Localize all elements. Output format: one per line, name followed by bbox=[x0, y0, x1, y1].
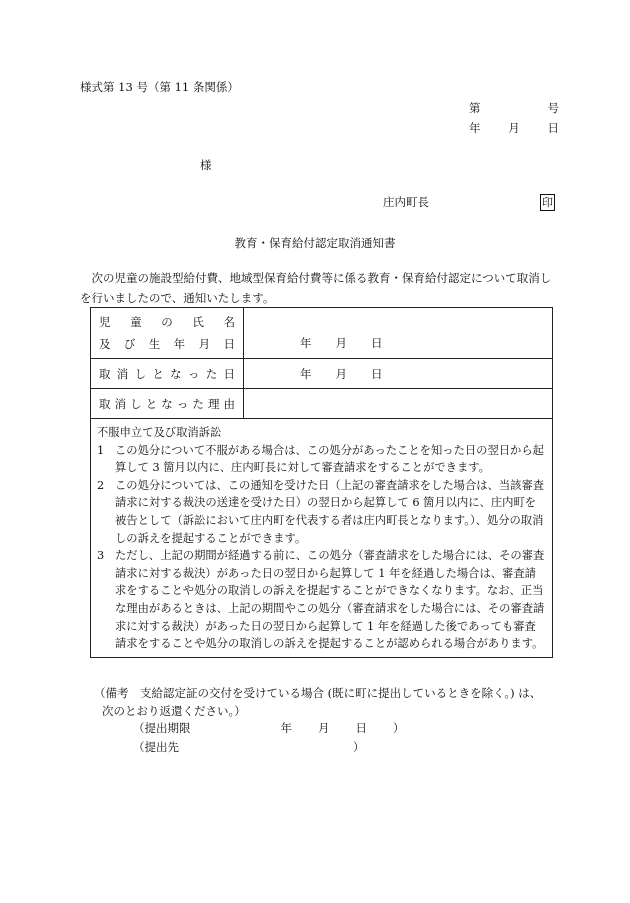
date-part: 月 bbox=[335, 336, 347, 350]
label-char: 氏 bbox=[192, 315, 204, 329]
date-part: 年 bbox=[300, 336, 312, 350]
label-line-cancel-date bbox=[99, 366, 235, 382]
label-char: 日 bbox=[223, 337, 235, 351]
destination-close: ） bbox=[353, 740, 365, 754]
label-char: 消 bbox=[116, 366, 129, 381]
table-row-child bbox=[91, 308, 553, 359]
deadline-date-parts bbox=[281, 721, 394, 735]
label-char: 名 bbox=[223, 315, 235, 329]
label-char: 及 bbox=[99, 337, 111, 351]
date-part: 日 bbox=[355, 721, 367, 735]
deadline-line bbox=[133, 721, 405, 736]
label-char: っ bbox=[176, 396, 189, 411]
remarks-line-2: 次のとおり返還ください。） bbox=[102, 704, 246, 718]
label-char: 童 bbox=[130, 315, 142, 329]
date-part: 月 bbox=[318, 721, 330, 735]
date-part: 年 bbox=[280, 721, 292, 735]
objection-item-text: この処分については、この通知を受けた日（上記の審査請求をした場合は、当該審査請求に対する裁決の送達を受けた日）の翌日から起算して 6 箇月以内に、庄内町を被告として（訴訟において庄内町を代表する者は庄内町長となります。）、処分の取消しの訴えを提起することができます。 bbox=[115, 478, 545, 545]
objection-title: 不服申立て及び取消訴訟 bbox=[97, 426, 222, 439]
label-char: 生 bbox=[148, 337, 161, 351]
label-line-cancel-reason bbox=[99, 396, 235, 412]
label-char: 理 bbox=[207, 396, 220, 411]
child-info-cell bbox=[244, 308, 553, 359]
label-char: 月 bbox=[198, 337, 211, 351]
issuer-name: 庄内町長 bbox=[383, 195, 429, 209]
objection-item bbox=[97, 547, 546, 653]
destination-line bbox=[133, 740, 365, 755]
destination-label: （提出先 bbox=[133, 740, 179, 754]
cancellation-table bbox=[90, 307, 553, 658]
objection-item bbox=[97, 477, 546, 547]
label-char: の bbox=[161, 315, 173, 329]
label-char: た bbox=[205, 366, 218, 381]
form-number: 様式第 13 号（第 11 条関係） bbox=[80, 80, 239, 94]
date-part: 日 bbox=[371, 336, 383, 350]
label-char: し bbox=[134, 366, 147, 381]
label-char: 由 bbox=[223, 396, 235, 411]
objection-section bbox=[91, 419, 553, 658]
doc-no-prefix: 第 bbox=[469, 101, 481, 115]
table-row-objection bbox=[91, 419, 553, 658]
label-char: 取 bbox=[99, 366, 111, 381]
deadline-close: ） bbox=[393, 721, 405, 735]
remarks bbox=[94, 684, 564, 720]
doc-date-month: 月 bbox=[508, 121, 520, 135]
remarks-line-1: （備考 支給認定証の交付を受けている場合 (既に町に提出しているときを除く。) は、 bbox=[94, 686, 542, 700]
objection-item-number: 2 bbox=[97, 478, 105, 492]
cancel-reason-cell bbox=[244, 389, 553, 419]
doc-date-day: 日 bbox=[547, 121, 559, 135]
table-row-cancel-reason bbox=[91, 389, 553, 419]
label-char: 取 bbox=[99, 396, 111, 411]
deadline-label: （提出期限 bbox=[133, 721, 191, 735]
label-cancel-reason bbox=[91, 389, 244, 419]
label-char: っ bbox=[187, 366, 200, 381]
objection-item-text: この処分について不服がある場合は、この処分があったことを知った日の翌日から起算して 3 箇月以内に、庄内町長に対して審査請求をすることができます。 bbox=[115, 443, 544, 475]
cancel-date-parts bbox=[300, 366, 407, 382]
table-row-cancel-date bbox=[91, 359, 553, 389]
label-line-birthdate bbox=[99, 333, 235, 355]
birthdate-parts bbox=[300, 335, 407, 351]
label-char: び bbox=[123, 337, 136, 351]
document-number bbox=[469, 101, 559, 116]
document-date bbox=[469, 121, 559, 136]
document-title: 教育・保育給付認定取消通知書 bbox=[234, 236, 396, 250]
intro-text: 次の児童の施設型給付費、地域型保育給付費等に係る教育・保育給付認定について取消しを行いましたので、通知いたします。 bbox=[80, 271, 552, 305]
addressee: 様 bbox=[200, 158, 212, 172]
date-part: 日 bbox=[371, 367, 383, 381]
label-char: と bbox=[152, 366, 164, 381]
label-char: 児 bbox=[99, 315, 111, 329]
label-char: し bbox=[130, 396, 142, 411]
label-child-name-birthdate bbox=[91, 308, 244, 359]
objection-item-text: ただし、上記の期間が経過する前に、この処分（審査請求をした場合には、その審査請求に対する裁決）があった日の翌日から起算して 1 年を経過した場合は、審査請求をすることや処分の取消しの訴えを提起することができなくなります。なお、正当な理由があるときは、上記の期間やこの処分（審査請求をした場合には、その審査請求に対する裁決）があった日の翌日から起算して 1 年を経過した後であっても審査請求をすることや処分の取消しの訴えを提起することが認められる場合があります。 bbox=[115, 549, 545, 651]
label-cancel-date bbox=[91, 359, 244, 389]
objection-item-number: 3 bbox=[97, 549, 105, 563]
date-part: 年 bbox=[300, 367, 312, 381]
doc-no-suffix: 号 bbox=[547, 101, 559, 115]
objection-item-number: 1 bbox=[97, 443, 105, 457]
cancel-date-cell bbox=[244, 359, 553, 389]
date-part: 月 bbox=[335, 367, 347, 381]
label-char: な bbox=[161, 396, 173, 411]
label-char: と bbox=[145, 396, 158, 411]
label-line-name bbox=[99, 311, 235, 333]
label-char: 年 bbox=[173, 337, 186, 351]
label-char: な bbox=[170, 366, 182, 381]
objection-item bbox=[97, 442, 546, 477]
label-char: た bbox=[192, 396, 204, 411]
label-char: 日 bbox=[223, 366, 235, 381]
label-char: 消 bbox=[114, 396, 127, 411]
seal-mark: 印 bbox=[542, 196, 553, 209]
doc-date-year: 年 bbox=[469, 121, 481, 135]
